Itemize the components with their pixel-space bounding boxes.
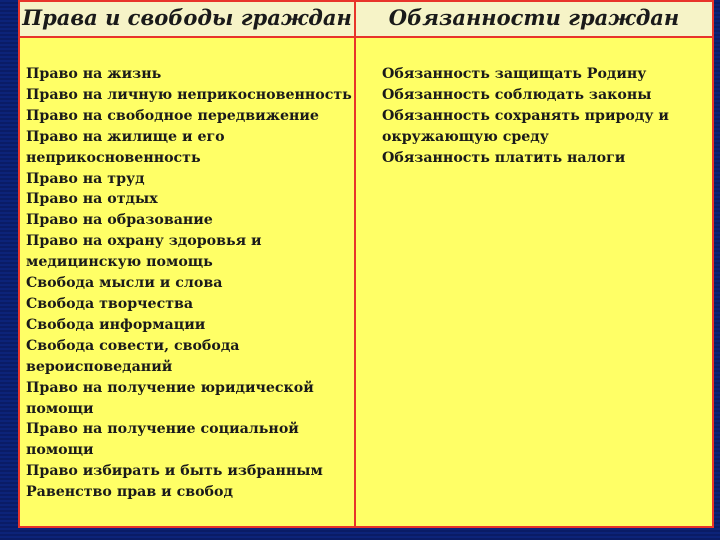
rights-list-line: Право избирать и быть избранным <box>26 463 323 480</box>
duties-header-cell <box>354 0 714 38</box>
rights-list-line: медицинскую помощь <box>26 254 213 271</box>
rights-duties-table <box>18 0 714 528</box>
rights-list-line: Право на охрану здоровья и <box>26 233 262 250</box>
rights-list-line: Право на личную неприкосновенность <box>26 86 352 103</box>
rights-list-line: Свобода творчества <box>26 295 194 312</box>
duties-header: Обязанности граждан <box>388 5 680 30</box>
rights-list-line: Свобода информации <box>26 316 206 333</box>
rights-list-line: неприкосновенность <box>26 149 201 166</box>
rights-list-line: Право на отдых <box>26 191 158 208</box>
rights-list-line: вероисповеданий <box>26 358 173 375</box>
rights-list-line: Право на жизнь <box>26 66 162 82</box>
rights-list <box>26 64 352 503</box>
rights-list-line: Право на жилище и его <box>26 128 225 145</box>
duties-cell <box>354 36 714 528</box>
rights-list-line: Право на получение юридической <box>26 379 314 396</box>
duties-list-line: Обязанность защищать Родину <box>382 66 647 82</box>
rights-header: Права и свободы граждан <box>22 5 352 30</box>
duties-list-line: Обязанность сохранять природу и <box>382 107 669 124</box>
rights-cell <box>18 36 356 528</box>
rights-list-line: Свобода совести, свобода <box>26 337 240 354</box>
duties-list-line: Обязанность соблюдать законы <box>382 86 652 103</box>
duties-list-line: Обязанность платить налоги <box>382 149 626 166</box>
rights-list-line: Право на труд <box>26 170 145 187</box>
duties-list-line: окружающую среду <box>382 128 549 145</box>
rights-list-line: Право на свободное передвижение <box>26 107 319 124</box>
duties-list <box>382 64 708 169</box>
rights-list-line: помощи <box>26 442 94 459</box>
rights-list-line: Право на получение социальной <box>26 421 299 438</box>
rights-header-cell <box>18 0 356 38</box>
rights-list-line: Право на образование <box>26 212 213 229</box>
rights-list-line: помощи <box>26 400 94 417</box>
rights-list-line: Свобода мысли и слова <box>26 275 223 292</box>
rights-list-line: Равенство прав и свобод <box>26 484 233 501</box>
